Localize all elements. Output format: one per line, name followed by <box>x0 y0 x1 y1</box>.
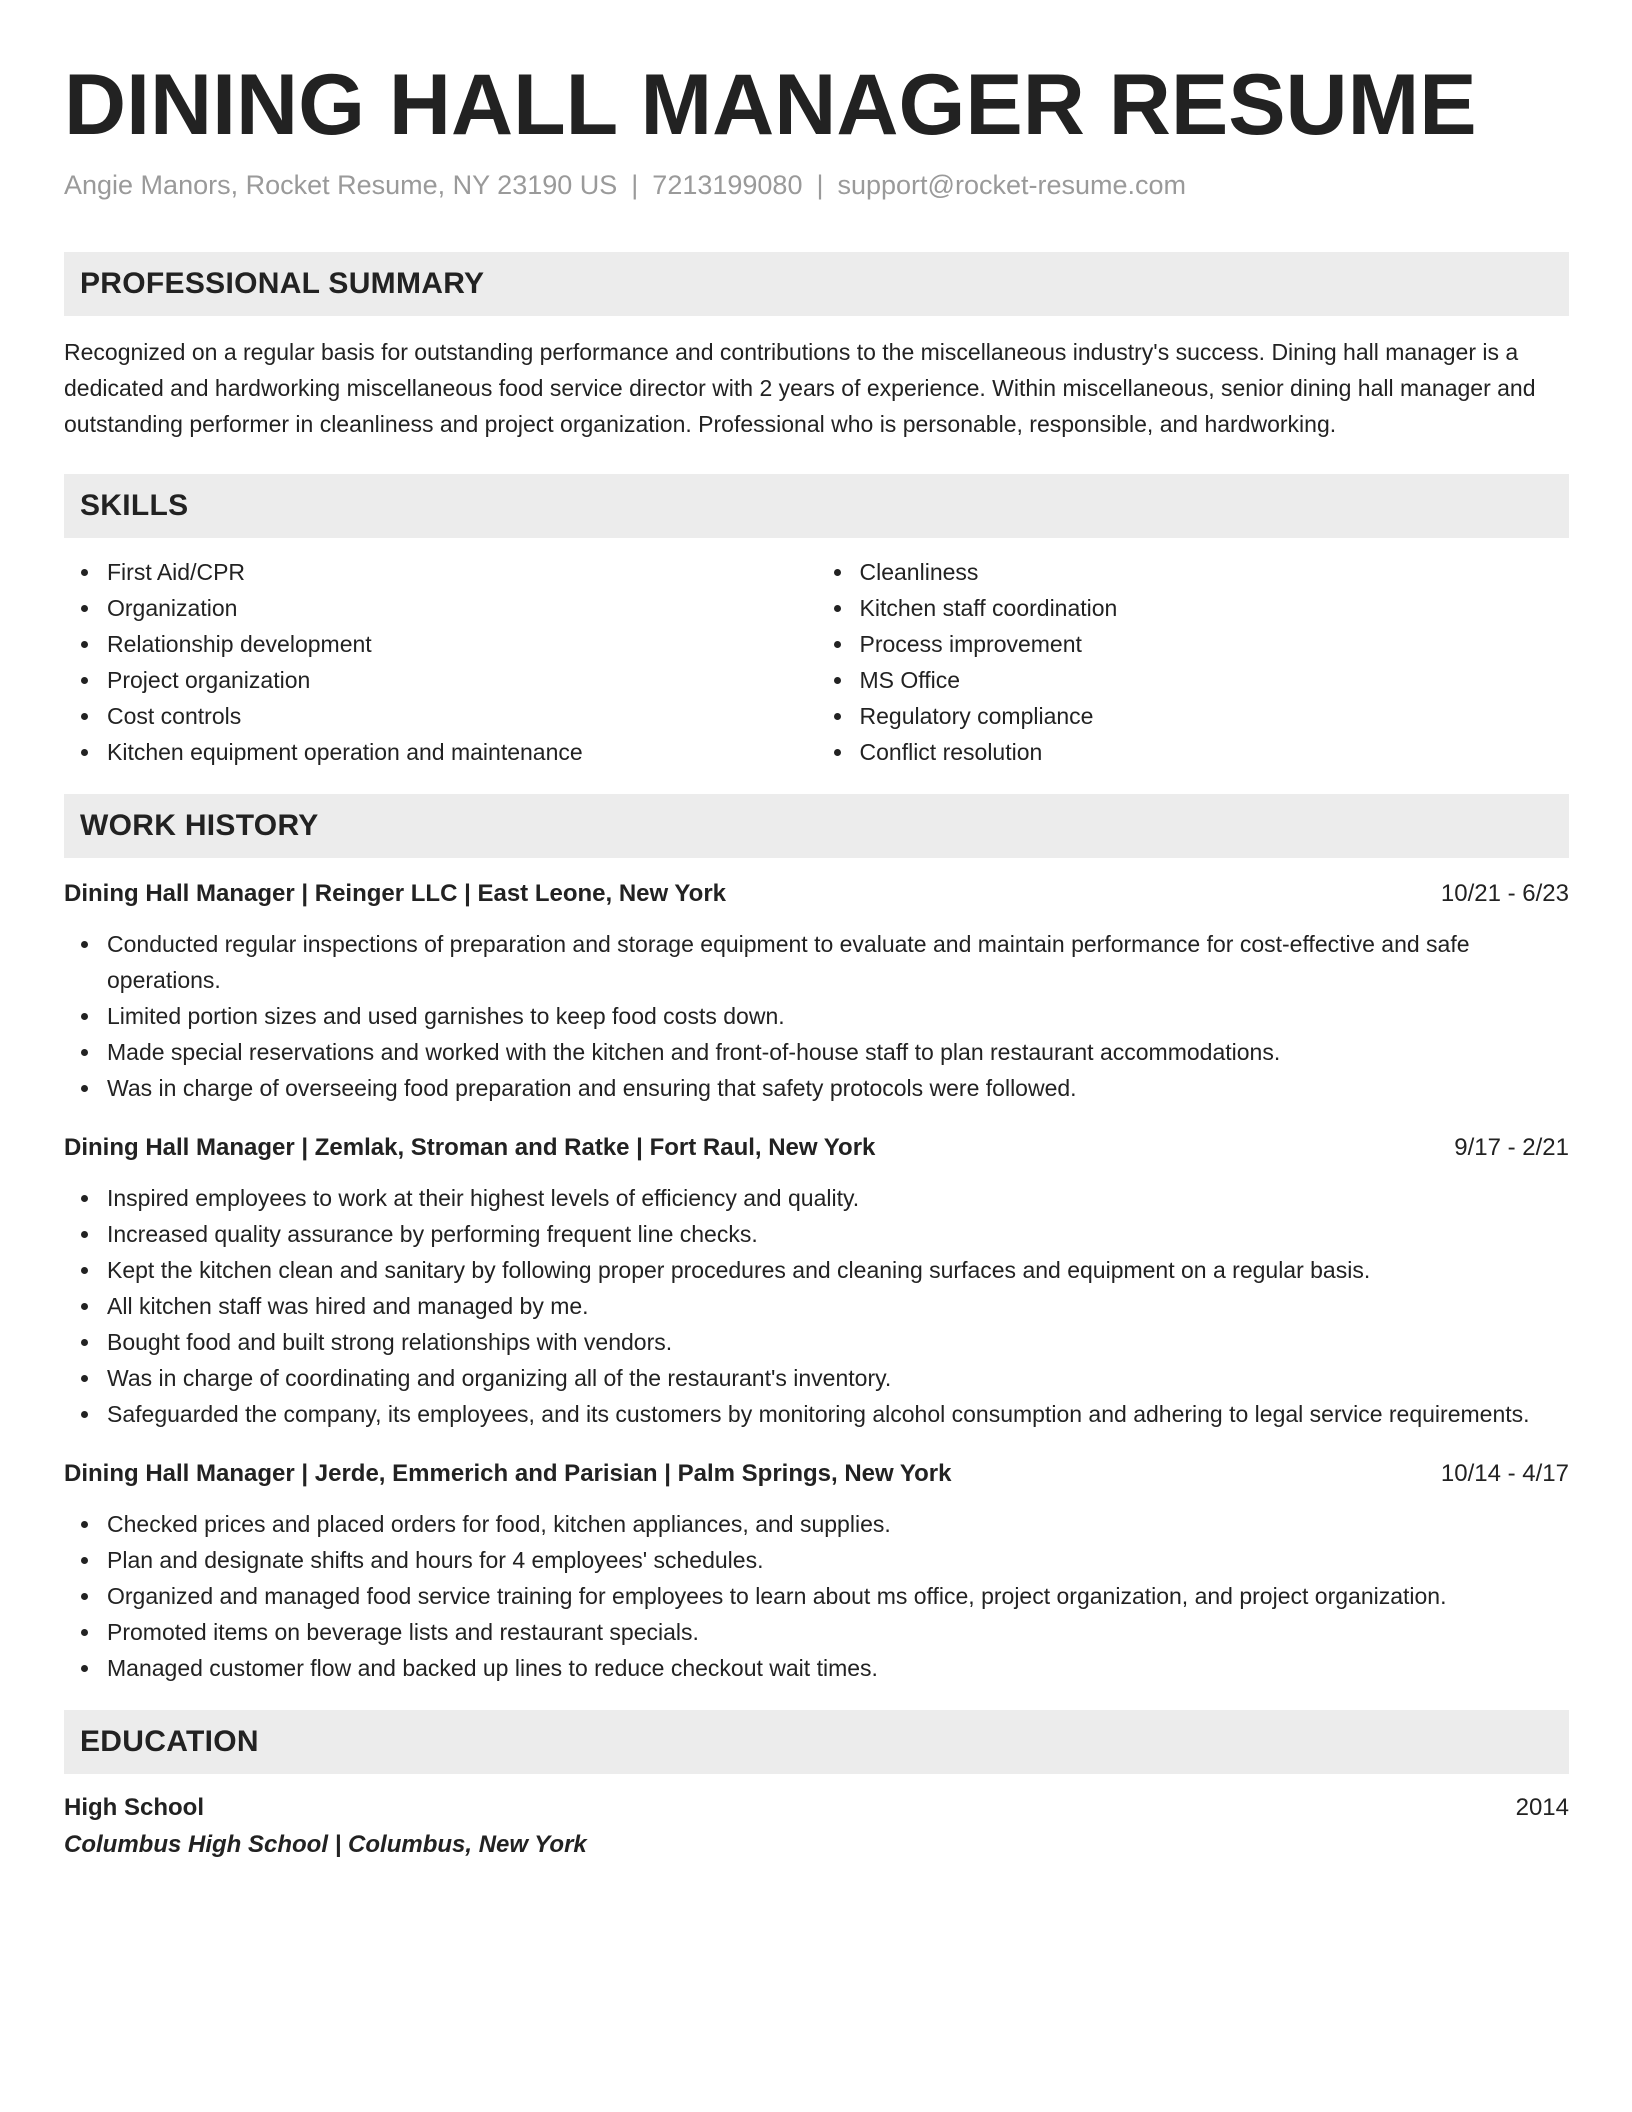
contact-address: Angie Manors, Rocket Resume, NY 23190 US <box>64 170 618 200</box>
summary-section-header <box>64 252 1569 316</box>
job-bullet: Increased quality assurance by performing frequent line checks. <box>107 1216 1569 1252</box>
job-bullet: Was in charge of overseeing food preparation and ensuring that safety protocols were followed. <box>107 1070 1569 1106</box>
job-title: Dining Hall Manager | Zemlak, Stroman and Ratke | Fort Raul, New York <box>64 1134 876 1161</box>
job-bullet: Made special reservations and worked with the kitchen and front-of-house staff to plan restaurant accommodations. <box>107 1034 1569 1070</box>
contact-separator: | <box>631 170 639 200</box>
job-title: Dining Hall Manager | Jerde, Emmerich and Parisian | Palm Springs, New York <box>64 1460 952 1487</box>
skills-column-left <box>64 554 817 770</box>
job-bullet: Checked prices and placed orders for food, kitchen appliances, and supplies. <box>107 1506 1569 1542</box>
skills-heading: SKILLS <box>80 489 189 522</box>
education-school: Columbus High School | Columbus, New York <box>64 1831 587 1858</box>
job-entry <box>64 876 1569 1106</box>
job-dates: 10/21 - 6/23 <box>1440 880 1569 907</box>
skill-item: Relationship development <box>107 626 817 662</box>
job-header <box>64 1456 1569 1492</box>
skill-item: Cleanliness <box>860 554 1570 590</box>
skill-item: Organization <box>107 590 817 626</box>
contact-separator: | <box>816 170 824 200</box>
contact-line <box>64 168 1569 202</box>
job-header <box>64 1130 1569 1166</box>
skills-column-right <box>817 554 1570 770</box>
education-heading: EDUCATION <box>80 1725 259 1758</box>
work-section-header <box>64 794 1569 858</box>
job-entry <box>64 1456 1569 1686</box>
job-dates: 10/14 - 4/17 <box>1440 1460 1569 1487</box>
skill-item: Process improvement <box>860 626 1570 662</box>
job-dates: 9/17 - 2/21 <box>1454 1134 1569 1161</box>
job-bullet: All kitchen staff was hired and managed by me. <box>107 1288 1569 1324</box>
skills-list <box>64 554 1569 770</box>
job-entry <box>64 1130 1569 1432</box>
job-bullet: Was in charge of coordinating and organizing all of the restaurant's inventory. <box>107 1360 1569 1396</box>
job-bullet: Bought food and built strong relationships with vendors. <box>107 1324 1569 1360</box>
work-heading: WORK HISTORY <box>80 809 319 842</box>
skill-item: Kitchen equipment operation and maintenance <box>107 734 817 770</box>
skill-item: Regulatory compliance <box>860 698 1570 734</box>
job-bullet: Promoted items on beverage lists and restaurant specials. <box>107 1614 1569 1650</box>
job-bullet: Kept the kitchen clean and sanitary by following proper procedures and cleaning surfaces and equipment on a regular basis. <box>107 1252 1569 1288</box>
education-entry <box>64 1790 1569 1864</box>
job-bullet: Conducted regular inspections of preparation and storage equipment to evaluate and maintain performance for cost-effective and safe operations. <box>107 926 1569 998</box>
skills-section-header <box>64 474 1569 538</box>
job-header <box>64 876 1569 912</box>
skill-item: First Aid/CPR <box>107 554 817 590</box>
education-section-header <box>64 1710 1569 1774</box>
resume-title: DINING HALL MANAGER RESUME <box>64 57 1477 153</box>
job-bullet: Limited portion sizes and used garnishes to keep food costs down. <box>107 998 1569 1034</box>
education-header <box>64 1790 1569 1826</box>
job-bullet: Organized and managed food service training for employees to learn about ms office, project organization, and project organization. <box>107 1578 1569 1614</box>
contact-phone: 7213199080 <box>652 170 803 200</box>
skill-item: MS Office <box>860 662 1570 698</box>
job-bullet: Safeguarded the company, its employees, and its customers by monitoring alcohol consumption and adhering to legal service requirements. <box>107 1396 1569 1432</box>
job-bullets <box>64 926 1569 1106</box>
skill-item: Project organization <box>107 662 817 698</box>
summary-text: Recognized on a regular basis for outstanding performance and contributions to the miscellaneous industry's success. Dining hall manager is a dedicated and hardworking miscellaneous food service director with 2 years of experience. Within miscellaneous, senior dining hall manager and outstanding performer in cleanliness and project organization. Professional who is personable, responsible, and hardworking. <box>64 339 1536 437</box>
summary-heading: PROFESSIONAL SUMMARY <box>80 267 485 300</box>
skill-item: Kitchen staff coordination <box>860 590 1570 626</box>
education-year: 2014 <box>1515 1794 1569 1821</box>
job-bullet: Managed customer flow and backed up lines to reduce checkout wait times. <box>107 1650 1569 1686</box>
job-bullets <box>64 1506 1569 1686</box>
skill-item: Conflict resolution <box>860 734 1570 770</box>
job-title: Dining Hall Manager | Reinger LLC | East Leone, New York <box>64 880 727 907</box>
job-bullets <box>64 1180 1569 1432</box>
job-bullet: Inspired employees to work at their highest levels of efficiency and quality. <box>107 1180 1569 1216</box>
contact-email[interactable]: support@rocket-resume.com <box>837 170 1187 200</box>
education-degree: High School <box>64 1794 204 1821</box>
job-bullet: Plan and designate shifts and hours for 4 employees' schedules. <box>107 1542 1569 1578</box>
skill-item: Cost controls <box>107 698 817 734</box>
